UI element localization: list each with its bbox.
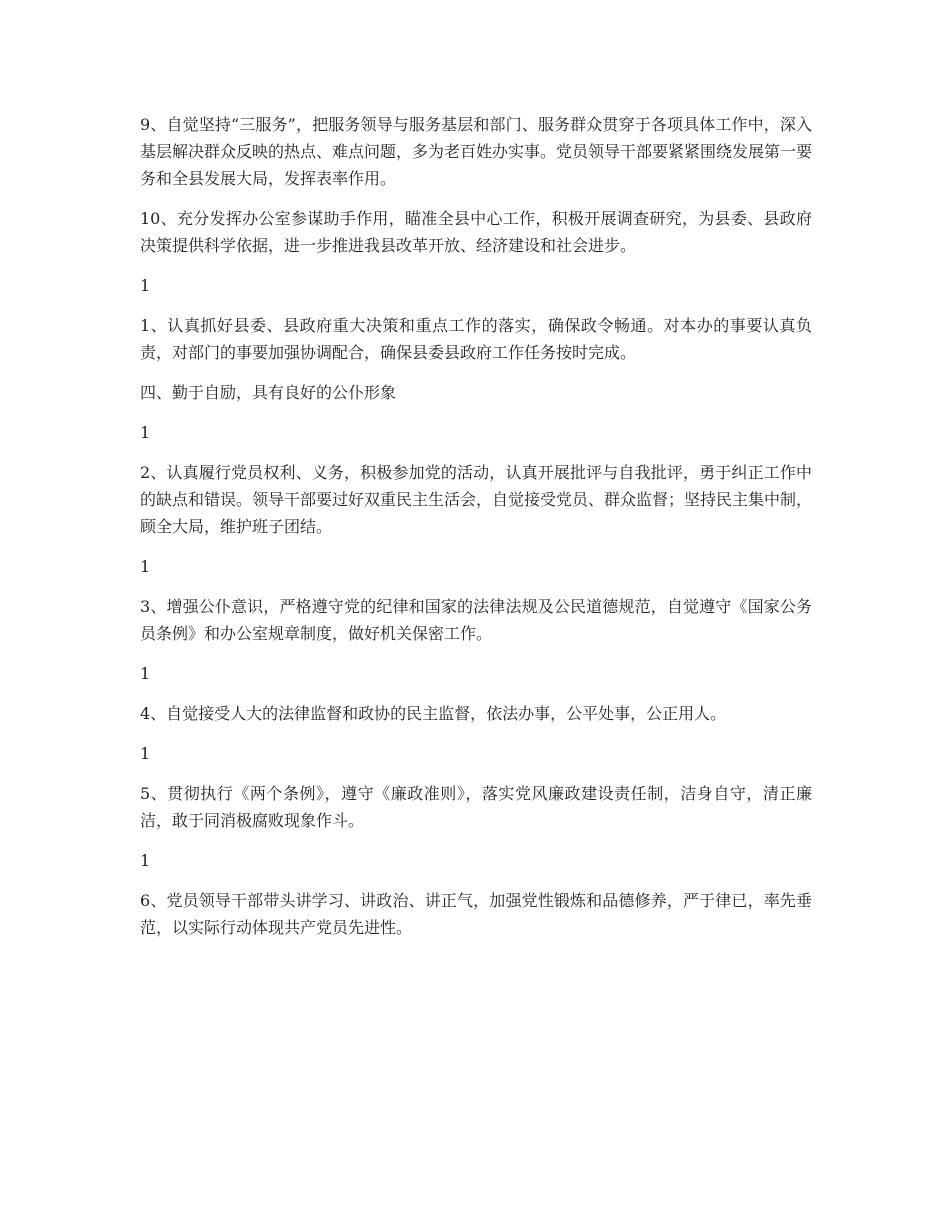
paragraph-item-9: 9、自觉坚持“三服务”，把服务领导与服务基层和部门、服务群众贯穿于各项具体工作中，深入基层解决群众反映的热点、难点问题，多为老百姓办实事。党员领导干部要紧紧围绕发展第一要务和全县发展大局，发挥表率作用。 [140,115,813,188]
paragraph-item-1: 1、认真抓好县委、县政府重大决策和重点工作的落实，确保政令畅通。对本办的事要认真负责，对部门的事要加强协调配合，确保县委县政府工作任务按时完成。 [140,316,812,362]
page-number-marker: 1 [140,851,151,870]
paragraph-item-2: 2、认真履行党员权利、义务，积极参加党的活动，认真开展批评与自我批评，勇于纠正工作中的缺点和错误。领导干部要过好双重民主生活会，自觉接受党员、群众监督；坚持民主集中制，顾全大局，维护班子团结。 [140,463,813,536]
paragraph-item-4: 4、自觉接受人大的法律监督和政协的民主监督，依法办事，公平处事，公正用人。 [140,704,727,723]
section-heading-4: 四、勤于自励，具有良好的公仆形象 [140,383,397,402]
page-number-marker: 1 [140,423,151,442]
page-number-marker: 1 [140,744,151,763]
paragraph-item-5: 5、贯彻执行《两个条例》，遵守《廉政准则》，落实党风廉政建设责任制，洁身自守，清正廉洁，敢于同消极腐败现象作斗。 [140,784,812,830]
page-number-marker: 1 [140,276,151,295]
page-number-marker: 1 [140,664,151,683]
paragraph-item-10: 10、充分发挥办公室参谋助手作用，瞄准全县中心工作，积极开展调查研究，为县委、县政府决策提供科学依据，进一步推进我县改革开放、经济建设和社会进步。 [140,209,812,255]
page-number-marker: 1 [140,557,151,576]
paragraph-item-3: 3、增强公仆意识，严格遵守党的纪律和国家的法律法规及公民道德规范，自觉遵守《国家公务员条例》和办公室规章制度，做好机关保密工作。 [140,597,812,643]
paragraph-item-6: 6、党员领导干部带头讲学习、讲政治、讲正气，加强党性锻炼和品德修养，严于律已，率先垂范，以实际行动体现共产党员先进性。 [140,891,812,937]
document-body [140,111,812,954]
